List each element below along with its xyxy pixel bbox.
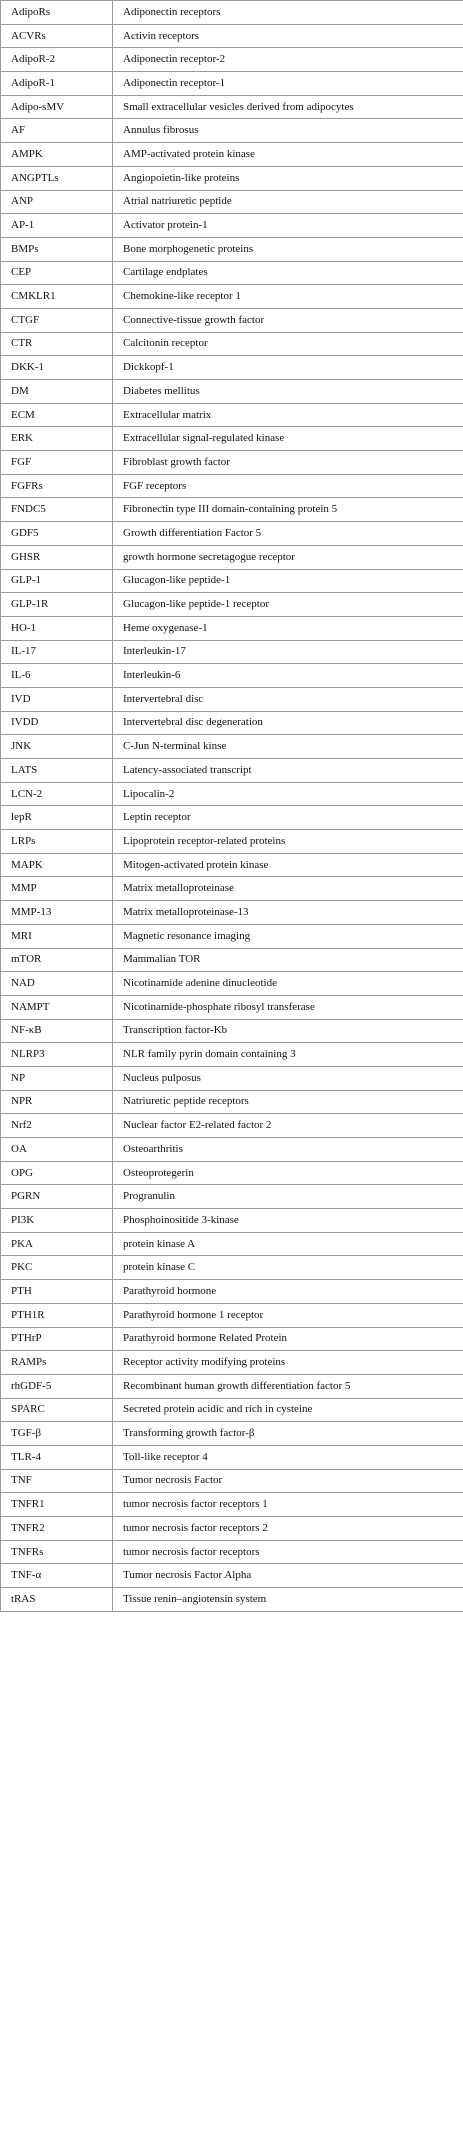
- table-row: [1, 640, 463, 664]
- table-row: [1, 166, 463, 190]
- definition-cell: Parathyroid hormone: [113, 1280, 463, 1304]
- abbreviation-cell: JNK: [1, 735, 113, 759]
- table-row: [1, 474, 463, 498]
- table-row: [1, 1280, 463, 1304]
- definition-cell: Matrix metalloproteinase: [113, 877, 463, 901]
- abbreviation-cell: ANGPTLs: [1, 166, 113, 190]
- table-row: [1, 782, 463, 806]
- definition-cell: Heme oxygenase-1: [113, 616, 463, 640]
- table-row: [1, 451, 463, 475]
- definition-cell: Activin receptors: [113, 24, 463, 48]
- definition-cell: Progranulin: [113, 1185, 463, 1209]
- definition-cell: Mammalian TOR: [113, 948, 463, 972]
- abbreviation-cell: tRAS: [1, 1588, 113, 1612]
- table-row: [1, 308, 463, 332]
- table-row: [1, 1043, 463, 1067]
- table-row: [1, 1517, 463, 1541]
- abbreviation-cell: ANP: [1, 190, 113, 214]
- abbreviation-cell: PTHrP: [1, 1327, 113, 1351]
- abbreviation-cell: FNDC5: [1, 498, 113, 522]
- table-row: [1, 95, 463, 119]
- abbreviation-cell: BMPs: [1, 237, 113, 261]
- definition-cell: Osteoarthritis: [113, 1138, 463, 1162]
- table-row: [1, 427, 463, 451]
- table-row: [1, 285, 463, 309]
- table-row: [1, 664, 463, 688]
- abbreviation-cell: RAMPs: [1, 1351, 113, 1375]
- table-row: [1, 1398, 463, 1422]
- definition-cell: Diabetes mellitus: [113, 380, 463, 404]
- definition-cell: Lipocalin-2: [113, 782, 463, 806]
- abbreviation-cell: ERK: [1, 427, 113, 451]
- abbreviation-cell: PKA: [1, 1232, 113, 1256]
- definition-cell: Transforming growth factor-β: [113, 1422, 463, 1446]
- abbreviation-cell: HO-1: [1, 616, 113, 640]
- definition-cell: Extracellular signal-regulated kinase: [113, 427, 463, 451]
- definition-cell: Chemokine-like receptor 1: [113, 285, 463, 309]
- abbreviation-cell: CTGF: [1, 308, 113, 332]
- abbreviation-cell: AdipoR-1: [1, 72, 113, 96]
- definition-cell: Phosphoinositide 3-kinase: [113, 1209, 463, 1233]
- abbreviation-cell: NAD: [1, 972, 113, 996]
- definition-cell: growth hormone secretagogue receptor: [113, 545, 463, 569]
- table-row: [1, 545, 463, 569]
- table-row: [1, 1, 463, 25]
- definition-cell: Nicotinamide-phosphate ribosyl transferase: [113, 995, 463, 1019]
- definition-cell: Interleukin-6: [113, 664, 463, 688]
- definition-cell: Growth differentiation Factor 5: [113, 522, 463, 546]
- table-row: [1, 1066, 463, 1090]
- table-row: [1, 687, 463, 711]
- abbreviation-cell: IL-17: [1, 640, 113, 664]
- table-row: [1, 1469, 463, 1493]
- abbreviation-cell: TLR-4: [1, 1445, 113, 1469]
- definition-cell: Calcitonin receptor: [113, 332, 463, 356]
- definition-cell: Mitogen-activated protein kinase: [113, 853, 463, 877]
- abbreviation-cell: GDF5: [1, 522, 113, 546]
- definition-cell: Toll-like receptor 4: [113, 1445, 463, 1469]
- definition-cell: AMP-activated protein kinase: [113, 143, 463, 167]
- abbreviation-cell: MAPK: [1, 853, 113, 877]
- table-row: [1, 72, 463, 96]
- table-row: [1, 569, 463, 593]
- abbreviation-cell: TNFR2: [1, 1517, 113, 1541]
- definition-cell: protein kinase A: [113, 1232, 463, 1256]
- abbreviation-cell: OA: [1, 1138, 113, 1162]
- abbreviation-cell: ECM: [1, 403, 113, 427]
- abbreviation-cell: TNF-α: [1, 1564, 113, 1588]
- table-row: [1, 1422, 463, 1446]
- definition-cell: NLR family pyrin domain containing 3: [113, 1043, 463, 1067]
- definition-cell: Cartilage endplates: [113, 261, 463, 285]
- table-row: [1, 1114, 463, 1138]
- table-row: [1, 924, 463, 948]
- abbreviation-cell: NF-κB: [1, 1019, 113, 1043]
- definition-cell: Parathyroid hormone Related Protein: [113, 1327, 463, 1351]
- table-row: [1, 901, 463, 925]
- definition-cell: Parathyroid hormone 1 receptor: [113, 1303, 463, 1327]
- abbreviation-cell: AdipoRs: [1, 1, 113, 25]
- table-row: [1, 830, 463, 854]
- table-row: [1, 1185, 463, 1209]
- definition-cell: Tumor necrosis Factor: [113, 1469, 463, 1493]
- abbreviation-cell: NP: [1, 1066, 113, 1090]
- table-row: [1, 1303, 463, 1327]
- definition-cell: Dickkopf-1: [113, 356, 463, 380]
- definition-cell: Activator protein-1: [113, 214, 463, 238]
- abbreviation-cell: IVD: [1, 687, 113, 711]
- table-row: [1, 1445, 463, 1469]
- definition-cell: Leptin receptor: [113, 806, 463, 830]
- abbreviation-cell: lepR: [1, 806, 113, 830]
- definition-cell: Lipoprotein receptor-related proteins: [113, 830, 463, 854]
- abbreviation-cell: mTOR: [1, 948, 113, 972]
- abbreviation-cell: TGF-β: [1, 1422, 113, 1446]
- table-row: [1, 1090, 463, 1114]
- table-row: [1, 1540, 463, 1564]
- definition-cell: Nuclear factor E2-related factor 2: [113, 1114, 463, 1138]
- table-row: [1, 356, 463, 380]
- table-row: [1, 1019, 463, 1043]
- abbreviation-cell: AF: [1, 119, 113, 143]
- abbreviation-cell: GLP-1: [1, 569, 113, 593]
- definition-cell: Bone morphogenetic proteins: [113, 237, 463, 261]
- definition-cell: tumor necrosis factor receptors 1: [113, 1493, 463, 1517]
- table-row: [1, 972, 463, 996]
- table-row: [1, 711, 463, 735]
- definition-cell: Fibroblast growth factor: [113, 451, 463, 475]
- abbreviation-cell: NLRP3: [1, 1043, 113, 1067]
- abbreviation-cell: Adipo-sMV: [1, 95, 113, 119]
- table-row: [1, 995, 463, 1019]
- table-row: [1, 593, 463, 617]
- definition-cell: Tumor necrosis Factor Alpha: [113, 1564, 463, 1588]
- table-row: [1, 1493, 463, 1517]
- definition-cell: Recombinant human growth differentiation factor 5: [113, 1374, 463, 1398]
- definition-cell: Nucleus pulposus: [113, 1066, 463, 1090]
- table-row: [1, 759, 463, 783]
- abbreviation-cell: LCN-2: [1, 782, 113, 806]
- abbreviation-cell: Nrf2: [1, 1114, 113, 1138]
- abbreviation-cell: PTH: [1, 1280, 113, 1304]
- table-row: [1, 1588, 463, 1612]
- abbreviation-cell: PI3K: [1, 1209, 113, 1233]
- table-row: [1, 403, 463, 427]
- definition-cell: Fibronectin type III domain-containing protein 5: [113, 498, 463, 522]
- table-row: [1, 1351, 463, 1375]
- table-row: [1, 1374, 463, 1398]
- abbreviation-cell: NAMPT: [1, 995, 113, 1019]
- abbreviation-cell: TNF: [1, 1469, 113, 1493]
- definition-cell: Interleukin-17: [113, 640, 463, 664]
- definition-cell: Connective-tissue growth factor: [113, 308, 463, 332]
- table-row: [1, 1256, 463, 1280]
- table-row: [1, 214, 463, 238]
- abbreviation-cell: GLP-1R: [1, 593, 113, 617]
- abbreviations-table-body: [1, 1, 463, 1612]
- definition-cell: Receptor activity modifying proteins: [113, 1351, 463, 1375]
- definition-cell: Atrial natriuretic peptide: [113, 190, 463, 214]
- abbreviation-cell: AMPK: [1, 143, 113, 167]
- table-row: [1, 735, 463, 759]
- table-row: [1, 806, 463, 830]
- definition-cell: Matrix metalloproteinase-13: [113, 901, 463, 925]
- abbreviation-cell: AP-1: [1, 214, 113, 238]
- definition-cell: tumor necrosis factor receptors: [113, 1540, 463, 1564]
- table-row: [1, 119, 463, 143]
- abbreviation-cell: LATS: [1, 759, 113, 783]
- abbreviation-cell: IVDD: [1, 711, 113, 735]
- table-row: [1, 1161, 463, 1185]
- definition-cell: Small extracellular vesicles derived from adipocytes: [113, 95, 463, 119]
- definition-cell: Intervertebral disc: [113, 687, 463, 711]
- abbreviation-cell: ACVRs: [1, 24, 113, 48]
- abbreviation-cell: rhGDF-5: [1, 1374, 113, 1398]
- abbreviation-cell: DM: [1, 380, 113, 404]
- definition-cell: FGF receptors: [113, 474, 463, 498]
- definition-cell: protein kinase C: [113, 1256, 463, 1280]
- definition-cell: Extracellular matrix: [113, 403, 463, 427]
- definition-cell: Osteoprotegerin: [113, 1161, 463, 1185]
- table-row: [1, 498, 463, 522]
- abbreviation-cell: MMP-13: [1, 901, 113, 925]
- definition-cell: Intervertebral disc degeneration: [113, 711, 463, 735]
- abbreviation-cell: NPR: [1, 1090, 113, 1114]
- abbreviation-cell: IL-6: [1, 664, 113, 688]
- abbreviation-cell: TNFR1: [1, 1493, 113, 1517]
- definition-cell: C-Jun N-terminal kinse: [113, 735, 463, 759]
- table-row: [1, 24, 463, 48]
- abbreviation-cell: GHSR: [1, 545, 113, 569]
- definition-cell: tumor necrosis factor receptors 2: [113, 1517, 463, 1541]
- abbreviation-cell: MMP: [1, 877, 113, 901]
- definition-cell: Annulus fibrosus: [113, 119, 463, 143]
- definition-cell: Adiponectin receptors: [113, 1, 463, 25]
- abbreviation-cell: CMKLR1: [1, 285, 113, 309]
- definition-cell: Adiponectin receptor-1: [113, 72, 463, 96]
- table-row: [1, 948, 463, 972]
- table-row: [1, 616, 463, 640]
- table-row: [1, 1327, 463, 1351]
- definition-cell: Tissue renin–angiotensin system: [113, 1588, 463, 1612]
- table-row: [1, 237, 463, 261]
- definition-cell: Glucagon-like peptide-1 receptor: [113, 593, 463, 617]
- definition-cell: Secreted protein acidic and rich in cysteine: [113, 1398, 463, 1422]
- table-row: [1, 877, 463, 901]
- table-row: [1, 261, 463, 285]
- abbreviation-cell: CTR: [1, 332, 113, 356]
- table-row: [1, 522, 463, 546]
- abbreviation-cell: SPARC: [1, 1398, 113, 1422]
- abbreviation-cell: PKC: [1, 1256, 113, 1280]
- table-row: [1, 48, 463, 72]
- table-row: [1, 332, 463, 356]
- abbreviation-cell: OPG: [1, 1161, 113, 1185]
- abbreviation-cell: TNFRs: [1, 1540, 113, 1564]
- definition-cell: Transcription factor-Kb: [113, 1019, 463, 1043]
- definition-cell: Adiponectin receptor-2: [113, 48, 463, 72]
- table-row: [1, 1232, 463, 1256]
- definition-cell: Angiopoietin-like proteins: [113, 166, 463, 190]
- abbreviation-cell: DKK-1: [1, 356, 113, 380]
- abbreviation-cell: FGF: [1, 451, 113, 475]
- table-row: [1, 1564, 463, 1588]
- definition-cell: Natriuretic peptide receptors: [113, 1090, 463, 1114]
- table-row: [1, 143, 463, 167]
- table-row: [1, 1209, 463, 1233]
- abbreviation-cell: MRI: [1, 924, 113, 948]
- abbreviation-cell: FGFRs: [1, 474, 113, 498]
- abbreviation-cell: PGRN: [1, 1185, 113, 1209]
- definition-cell: Glucagon-like peptide-1: [113, 569, 463, 593]
- table-row: [1, 853, 463, 877]
- abbreviation-cell: AdipoR-2: [1, 48, 113, 72]
- definition-cell: Magnetic resonance imaging: [113, 924, 463, 948]
- table-row: [1, 1138, 463, 1162]
- table-row: [1, 380, 463, 404]
- abbreviation-cell: PTH1R: [1, 1303, 113, 1327]
- table-row: [1, 190, 463, 214]
- abbreviation-cell: CEP: [1, 261, 113, 285]
- abbreviation-cell: LRPs: [1, 830, 113, 854]
- definition-cell: Latency-associated transcript: [113, 759, 463, 783]
- definition-cell: Nicotinamide adenine dinucleotide: [113, 972, 463, 996]
